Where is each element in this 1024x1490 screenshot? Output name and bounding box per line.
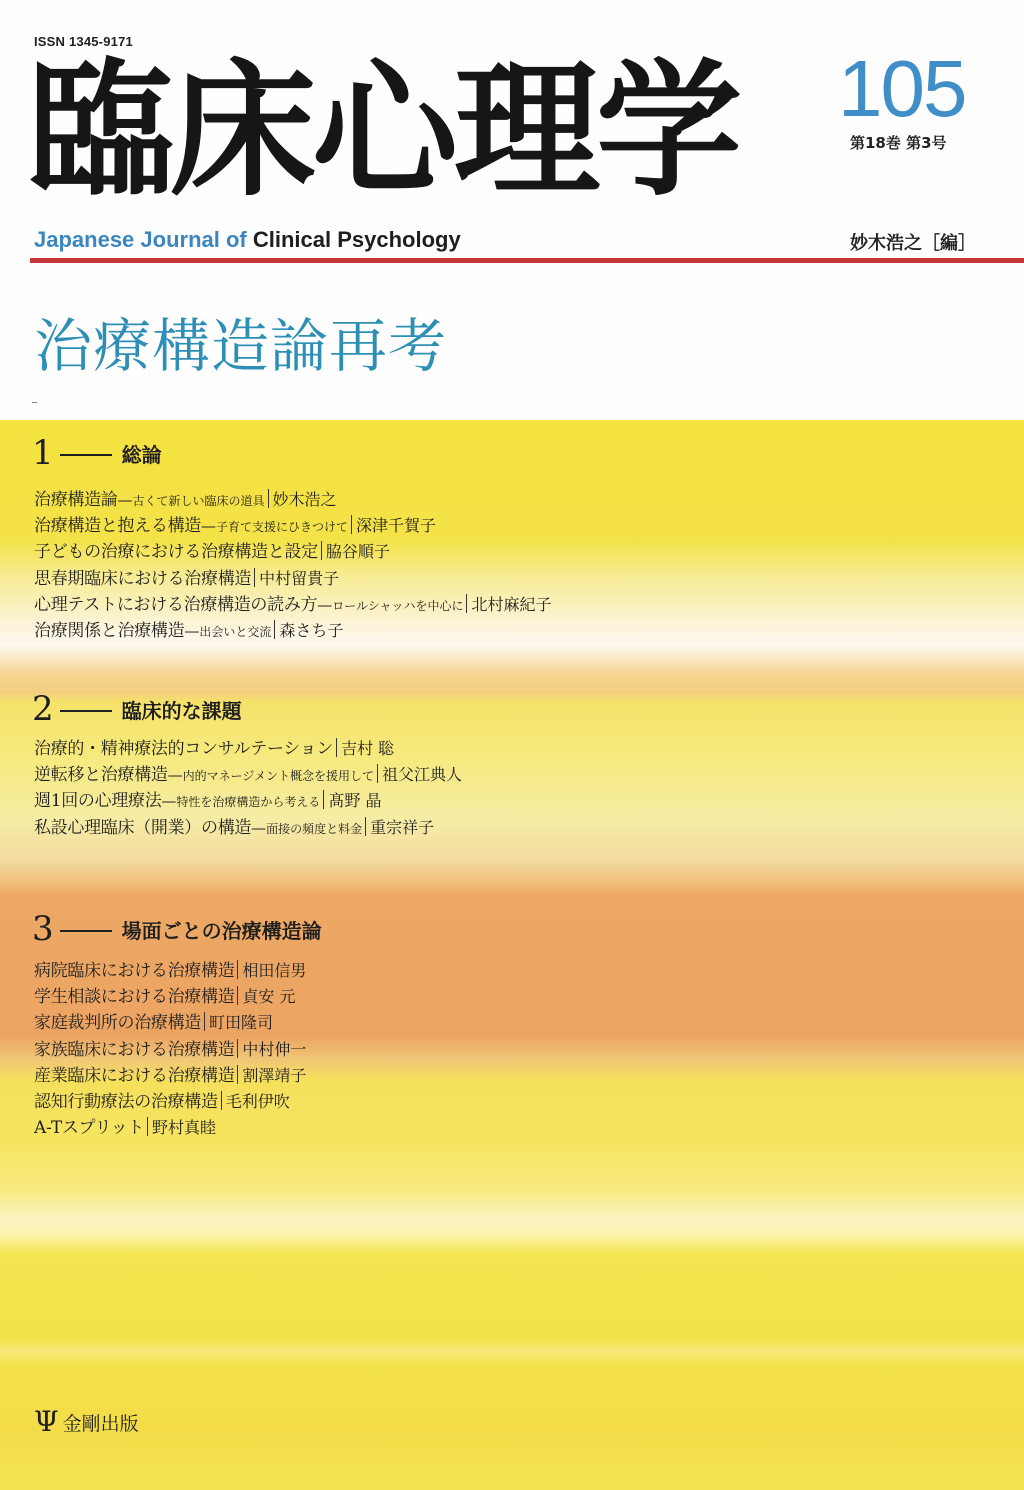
author-separator (237, 1065, 238, 1084)
article-subtitle: 内的マネージメント概念を援用して (182, 769, 375, 784)
section-3-contents (34, 958, 306, 1141)
contents-item (34, 1089, 306, 1115)
author-separator (466, 594, 467, 613)
journal-title-en (34, 227, 461, 253)
contents-item (34, 566, 551, 592)
article-title: 学生相談における治療構造 (34, 987, 235, 1008)
section-number: 3 (32, 909, 54, 949)
article-title: 治療的・精神療法的コンサルテーション (34, 739, 334, 759)
contents-item (34, 762, 462, 788)
author-separator (237, 1039, 238, 1058)
author-separator (323, 790, 324, 809)
author-separator (336, 738, 337, 757)
volume-info: 第18巻 第3号 (850, 134, 947, 152)
author-separator (237, 986, 238, 1005)
article-title: 思春期臨床における治療構造 (34, 568, 252, 589)
issn-label: ISSN 1345-9171 (34, 34, 133, 49)
section-dash (60, 930, 112, 932)
article-author: 森さち子 (279, 620, 344, 640)
author-separator (321, 541, 322, 560)
article-author: 髙野 晶 (328, 791, 382, 811)
article-author: 吉村 聡 (341, 739, 395, 758)
section-2-contents (34, 736, 462, 841)
author-separator (365, 817, 366, 836)
article-author: 重宗祥子 (370, 817, 435, 837)
section-title: 総論 (121, 442, 162, 467)
article-author: 深津千賀子 (356, 516, 437, 536)
article-subtitle: 面接の頻度と料金 (266, 821, 363, 836)
subtitle-dash: — (201, 517, 216, 536)
subtitle-dash: — (251, 818, 267, 837)
section-heading-1 (32, 433, 162, 473)
issue-number: 105 (838, 44, 966, 133)
author-separator (147, 1117, 148, 1136)
publisher-logo (34, 1407, 139, 1437)
section-title: 臨床的な課題 (121, 698, 242, 723)
article-title: 治療構造論 (34, 490, 118, 510)
contents-item (34, 736, 462, 762)
article-title: 家庭裁判所の治療構造 (34, 1013, 201, 1034)
author-separator (274, 620, 275, 639)
article-subtitle: 特性を治療構造から考える (176, 795, 321, 810)
article-author: 北村麻紀子 (471, 594, 552, 614)
article-author: 相田信男 (242, 961, 307, 980)
article-subtitle: 出会いと交流 (199, 624, 272, 639)
contents-item (34, 958, 306, 984)
author-separator (377, 764, 378, 783)
article-author: 祖父江典人 (382, 765, 463, 785)
subtitle-dash: — (167, 766, 183, 785)
section-dash (60, 710, 112, 712)
contents-item (34, 1037, 306, 1063)
author-separator (254, 568, 255, 587)
psi-icon: Ψ (34, 1405, 59, 1438)
contents-item (34, 1115, 306, 1141)
article-title: 私設心理臨床（開業）の構造 (34, 817, 252, 838)
section-number: 1 (32, 433, 54, 473)
article-title: 子どもの治療における治療構造と設定 (34, 542, 318, 563)
article-title: 週1回の心理療法 (34, 791, 162, 812)
article-author: 貞安 元 (242, 987, 296, 1007)
section-heading-3 (32, 909, 322, 949)
author-separator (237, 960, 238, 979)
section-1-contents (34, 487, 551, 644)
article-author: 割澤靖子 (242, 1065, 307, 1085)
section-title: 場面ごとの治療構造論 (121, 918, 322, 943)
contents-item (34, 592, 551, 618)
contents-item (34, 487, 551, 513)
article-subtitle: 古くて新しい臨床の道具 (132, 494, 265, 508)
journal-title-jp: 臨床心理学 (28, 46, 738, 216)
contents-item (34, 618, 551, 644)
contents-item (34, 1010, 306, 1036)
article-author: 中村留貴子 (259, 568, 340, 588)
article-author: 中村伸一 (242, 1039, 307, 1059)
subtitle-dash: — (117, 491, 133, 509)
article-title: 病院臨床における治療構造 (34, 961, 235, 981)
subtitle-dash: — (184, 621, 200, 640)
article-title: 家族臨床における治療構造 (34, 1039, 235, 1060)
editor-credit: 妙木浩之［編］ (850, 233, 976, 254)
article-author: 毛利伊吹 (225, 1091, 290, 1111)
article-title: A-Tスプリット (34, 1118, 144, 1139)
contents-item (34, 815, 462, 841)
article-author: 妙木浩之 (272, 490, 337, 509)
journal-title-en-part1: Japanese Journal of (34, 227, 247, 252)
journal-title-en-part2: Clinical Psychology (252, 227, 461, 252)
author-separator (221, 1091, 222, 1110)
section-number: 2 (32, 689, 54, 729)
contents-item (34, 539, 551, 565)
author-separator (351, 515, 352, 534)
subtitle-dash: — (161, 792, 177, 811)
decorative-mark (32, 402, 37, 403)
article-subtitle: ロールシャッハを中心に (332, 598, 464, 613)
subtitle-dash: — (317, 595, 333, 614)
article-author: 町田隆司 (209, 1013, 274, 1033)
author-separator (204, 1012, 205, 1031)
article-title: 治療構造と抱える構造 (34, 516, 201, 537)
contents-item (34, 788, 462, 814)
section-heading-2 (32, 689, 242, 729)
special-feature-title: 治療構造論再考 (34, 312, 448, 380)
contents-item (34, 513, 551, 539)
contents-item (34, 1063, 306, 1089)
article-title: 治療関係と治療構造 (34, 620, 185, 641)
author-separator (268, 489, 269, 508)
article-title: 認知行動療法の治療構造 (34, 1091, 218, 1112)
article-title: 逆転移と治療構造 (34, 765, 168, 786)
header-divider (30, 258, 1024, 263)
article-author: 脇谷順子 (325, 542, 390, 562)
article-title: 産業臨床における治療構造 (34, 1065, 235, 1086)
article-title: 心理テストにおける治療構造の読み方 (34, 594, 318, 615)
contents-item (34, 984, 306, 1010)
article-author: 野村真睦 (152, 1118, 217, 1138)
article-subtitle: 子育て支援にひきつけて (216, 520, 349, 535)
publisher-name: 金剛出版 (62, 1412, 139, 1435)
section-dash (60, 454, 112, 456)
